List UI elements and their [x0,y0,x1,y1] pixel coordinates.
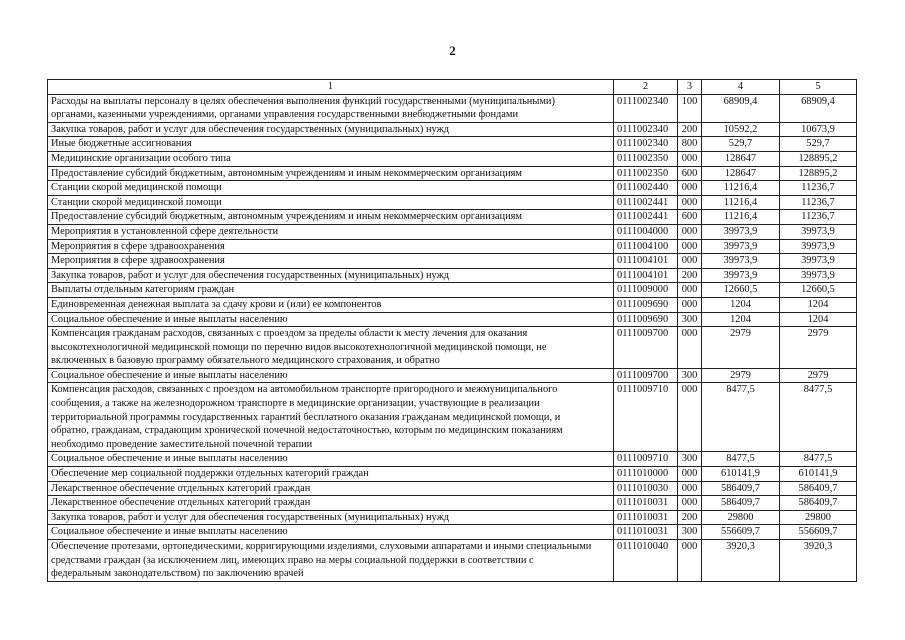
amount-col4-cell: 529,7 [702,137,780,152]
target-article-code-cell: 0111004101 [614,254,678,269]
expense-type-code-cell: 000 [678,383,702,452]
target-article-code-cell: 0111009700 [614,368,678,383]
amount-col5-cell: 1204 [780,297,857,312]
expense-name-cell: Закупка товаров, работ и услуг для обеспечения государственных (муниципальных) нужд [48,510,614,525]
target-article-code-cell: 0111002340 [614,137,678,152]
expense-type-code-cell: 000 [678,254,702,269]
amount-col5-cell: 68909,4 [780,94,857,122]
table-row [48,210,857,225]
target-article-code-cell: 0111010000 [614,467,678,482]
expense-type-code-cell: 000 [678,283,702,298]
header-cell: 3 [678,80,702,95]
amount-col4-cell: 68909,4 [702,94,780,122]
expense-type-code-cell: 300 [678,368,702,383]
expense-type-code-cell: 000 [678,297,702,312]
amount-col4-cell: 39973,9 [702,268,780,283]
amount-col5-cell: 39973,9 [780,224,857,239]
expense-name-cell: Единовременная денежная выплата за сдачу крови и (или) ее компонентов [48,297,614,312]
target-article-code-cell: 0111009690 [614,312,678,327]
amount-col4-cell: 39973,9 [702,224,780,239]
amount-col4-cell: 586409,7 [702,496,780,511]
expense-type-code-cell: 000 [678,481,702,496]
expense-name-cell: Закупка товаров, работ и услуг для обеспечения государственных (муниципальных) нужд [48,268,614,283]
expense-name-cell: Мероприятия в установленной сфере деятельности [48,224,614,239]
amount-col4-cell: 12660,5 [702,283,780,298]
expense-type-code-cell: 000 [678,496,702,511]
amount-col4-cell: 556609,7 [702,525,780,540]
target-article-code-cell: 0111009700 [614,327,678,369]
amount-col5-cell: 11236,7 [780,181,857,196]
budget-table [47,79,857,582]
table-row [48,297,857,312]
target-article-code-cell: 0111009000 [614,283,678,298]
expense-name-cell: Компенсация расходов, связанных с проездом на автомобильном транспорте пригородного и межмуниципального сообщения, а также на железнодорожном транспорте в медицинские организации, участвующие в реализации территориальной программы государственных гарантий бесплатного оказания гражданам медицинской помощи, и обратно, гражданам, страдающим хронической почечной недостаточностью, которым по медицинским показаниям необходимо проведение заместительной почечной терапии [48,383,614,452]
header-cell: 2 [614,80,678,95]
target-article-code-cell: 0111004100 [614,239,678,254]
target-article-code-cell: 0111002350 [614,166,678,181]
expense-name-cell: Станции скорой медицинской помощи [48,195,614,210]
amount-col4-cell: 11216,4 [702,210,780,225]
expense-type-code-cell: 300 [678,525,702,540]
expense-name-cell: Расходы на выплаты персоналу в целях обеспечения выполнения функций государственными (муниципальными) органами, казенными учреждениями, органами управления государственными внебюджетными фондами [48,94,614,122]
expense-name-cell: Предоставление субсидий бюджетным, автономным учреждениям и иным некоммерческим организациям [48,166,614,181]
target-article-code-cell: 0111009710 [614,383,678,452]
amount-col5-cell: 1204 [780,312,857,327]
amount-col5-cell: 610141,9 [780,467,857,482]
amount-col4-cell: 3920,3 [702,540,780,582]
amount-col5-cell: 2979 [780,327,857,369]
amount-col4-cell: 11216,4 [702,181,780,196]
target-article-code-cell: 0111002350 [614,151,678,166]
amount-col5-cell: 8477,5 [780,452,857,467]
target-article-code-cell: 0111010040 [614,540,678,582]
table-row [48,151,857,166]
target-article-code-cell: 0111002340 [614,94,678,122]
expense-type-code-cell: 300 [678,452,702,467]
target-article-code-cell: 0111004101 [614,268,678,283]
target-article-code-cell: 0111002440 [614,181,678,196]
table-row [48,481,857,496]
table-row [48,327,857,369]
expense-type-code-cell: 000 [678,540,702,582]
expense-type-code-cell: 200 [678,510,702,525]
expense-name-cell: Социальное обеспечение и иные выплаты населению [48,312,614,327]
target-article-code-cell: 0111004000 [614,224,678,239]
amount-col4-cell: 128647 [702,151,780,166]
table-row [48,452,857,467]
expense-name-cell: Социальное обеспечение и иные выплаты населению [48,452,614,467]
expense-name-cell: Социальное обеспечение и иные выплаты населению [48,368,614,383]
table-row [48,181,857,196]
amount-col5-cell: 8477,5 [780,383,857,452]
amount-col5-cell: 529,7 [780,137,857,152]
expense-name-cell: Мероприятия в сфере здравоохранения [48,254,614,269]
table-row [48,368,857,383]
expense-name-cell: Закупка товаров, работ и услуг для обеспечения государственных (муниципальных) нужд [48,122,614,137]
table-row [48,383,857,452]
table-row [48,525,857,540]
expense-name-cell: Компенсация гражданам расходов, связанных с проездом за пределы области к месту лечения для оказания высокотехнологичной медицинской помощи по перечню видов высокотехнологичной медицинской помощи, не включенных в базовую программу обязательного медицинского страхования, и обратно [48,327,614,369]
expense-type-code-cell: 000 [678,195,702,210]
table-row [48,195,857,210]
expense-name-cell: Социальное обеспечение и иные выплаты населению [48,525,614,540]
amount-col5-cell: 39973,9 [780,239,857,254]
amount-col5-cell: 39973,9 [780,268,857,283]
expense-type-code-cell: 800 [678,137,702,152]
amount-col5-cell: 556609,7 [780,525,857,540]
expense-type-code-cell: 000 [678,467,702,482]
table-row [48,254,857,269]
amount-col4-cell: 1204 [702,312,780,327]
expense-name-cell: Станции скорой медицинской помощи [48,181,614,196]
amount-col5-cell: 29800 [780,510,857,525]
amount-col5-cell: 586409,7 [780,496,857,511]
amount-col5-cell: 586409,7 [780,481,857,496]
target-article-code-cell: 0111009690 [614,297,678,312]
table-row [48,268,857,283]
expense-type-code-cell: 000 [678,327,702,369]
amount-col4-cell: 8477,5 [702,452,780,467]
table-row [48,510,857,525]
amount-col4-cell: 8477,5 [702,383,780,452]
table-row [48,467,857,482]
table-row [48,94,857,122]
header-cell: 4 [702,80,780,95]
amount-col5-cell: 128895,2 [780,166,857,181]
expense-type-code-cell: 300 [678,312,702,327]
amount-col5-cell: 11236,7 [780,195,857,210]
amount-col4-cell: 2979 [702,327,780,369]
table-row [48,312,857,327]
expense-name-cell: Выплаты отдельным категориям граждан [48,283,614,298]
table-row [48,122,857,137]
expense-name-cell: Лекарственное обеспечение отдельных категорий граждан [48,496,614,511]
amount-col4-cell: 1204 [702,297,780,312]
amount-col5-cell: 10673,9 [780,122,857,137]
expense-type-code-cell: 000 [678,151,702,166]
expense-name-cell: Обеспечение протезами, ортопедическими, корригирующими изделиями, слуховыми аппаратами и иными специальными средствами граждан (за исключением лиц, имеющих право на меры социальной поддержки в соответствии с федеральным законодательством) по заключению врачей [48,540,614,582]
amount-col4-cell: 586409,7 [702,481,780,496]
expense-type-code-cell: 200 [678,268,702,283]
expense-type-code-cell: 000 [678,224,702,239]
table-row [48,540,857,582]
amount-col4-cell: 10592,2 [702,122,780,137]
table-row [48,137,857,152]
table-row [48,239,857,254]
expense-name-cell: Обеспечение мер социальной поддержки отдельных категорий граждан [48,467,614,482]
amount-col5-cell: 39973,9 [780,254,857,269]
expense-type-code-cell: 200 [678,122,702,137]
table-row [48,224,857,239]
target-article-code-cell: 0111010031 [614,525,678,540]
expense-name-cell: Лекарственное обеспечение отдельных категорий граждан [48,481,614,496]
target-article-code-cell: 0111010031 [614,510,678,525]
target-article-code-cell: 0111002340 [614,122,678,137]
amount-col4-cell: 11216,4 [702,195,780,210]
amount-col4-cell: 2979 [702,368,780,383]
amount-col4-cell: 39973,9 [702,239,780,254]
table-header-row [48,80,857,95]
table-row [48,166,857,181]
amount-col4-cell: 29800 [702,510,780,525]
header-cell: 5 [780,80,857,95]
amount-col5-cell: 12660,5 [780,283,857,298]
table-row [48,283,857,298]
expense-type-code-cell: 100 [678,94,702,122]
expense-type-code-cell: 000 [678,239,702,254]
target-article-code-cell: 0111002441 [614,210,678,225]
amount-col5-cell: 128895,2 [780,151,857,166]
target-article-code-cell: 0111010031 [614,496,678,511]
amount-col5-cell: 3920,3 [780,540,857,582]
table-row [48,496,857,511]
expense-type-code-cell: 000 [678,181,702,196]
expense-name-cell: Иные бюджетные ассигнования [48,137,614,152]
target-article-code-cell: 0111002441 [614,195,678,210]
amount-col5-cell: 2979 [780,368,857,383]
expense-type-code-cell: 600 [678,210,702,225]
amount-col5-cell: 11236,7 [780,210,857,225]
target-article-code-cell: 0111010030 [614,481,678,496]
amount-col4-cell: 610141,9 [702,467,780,482]
expense-name-cell: Мероприятия в сфере здравоохранения [48,239,614,254]
amount-col4-cell: 39973,9 [702,254,780,269]
expense-name-cell: Медицинские организации особого типа [48,151,614,166]
expense-name-cell: Предоставление субсидий бюджетным, автономным учреждениям и иным некоммерческим организациям [48,210,614,225]
target-article-code-cell: 0111009710 [614,452,678,467]
expense-type-code-cell: 600 [678,166,702,181]
amount-col4-cell: 128647 [702,166,780,181]
header-cell: 1 [48,80,614,95]
page-number: 2 [449,43,456,58]
